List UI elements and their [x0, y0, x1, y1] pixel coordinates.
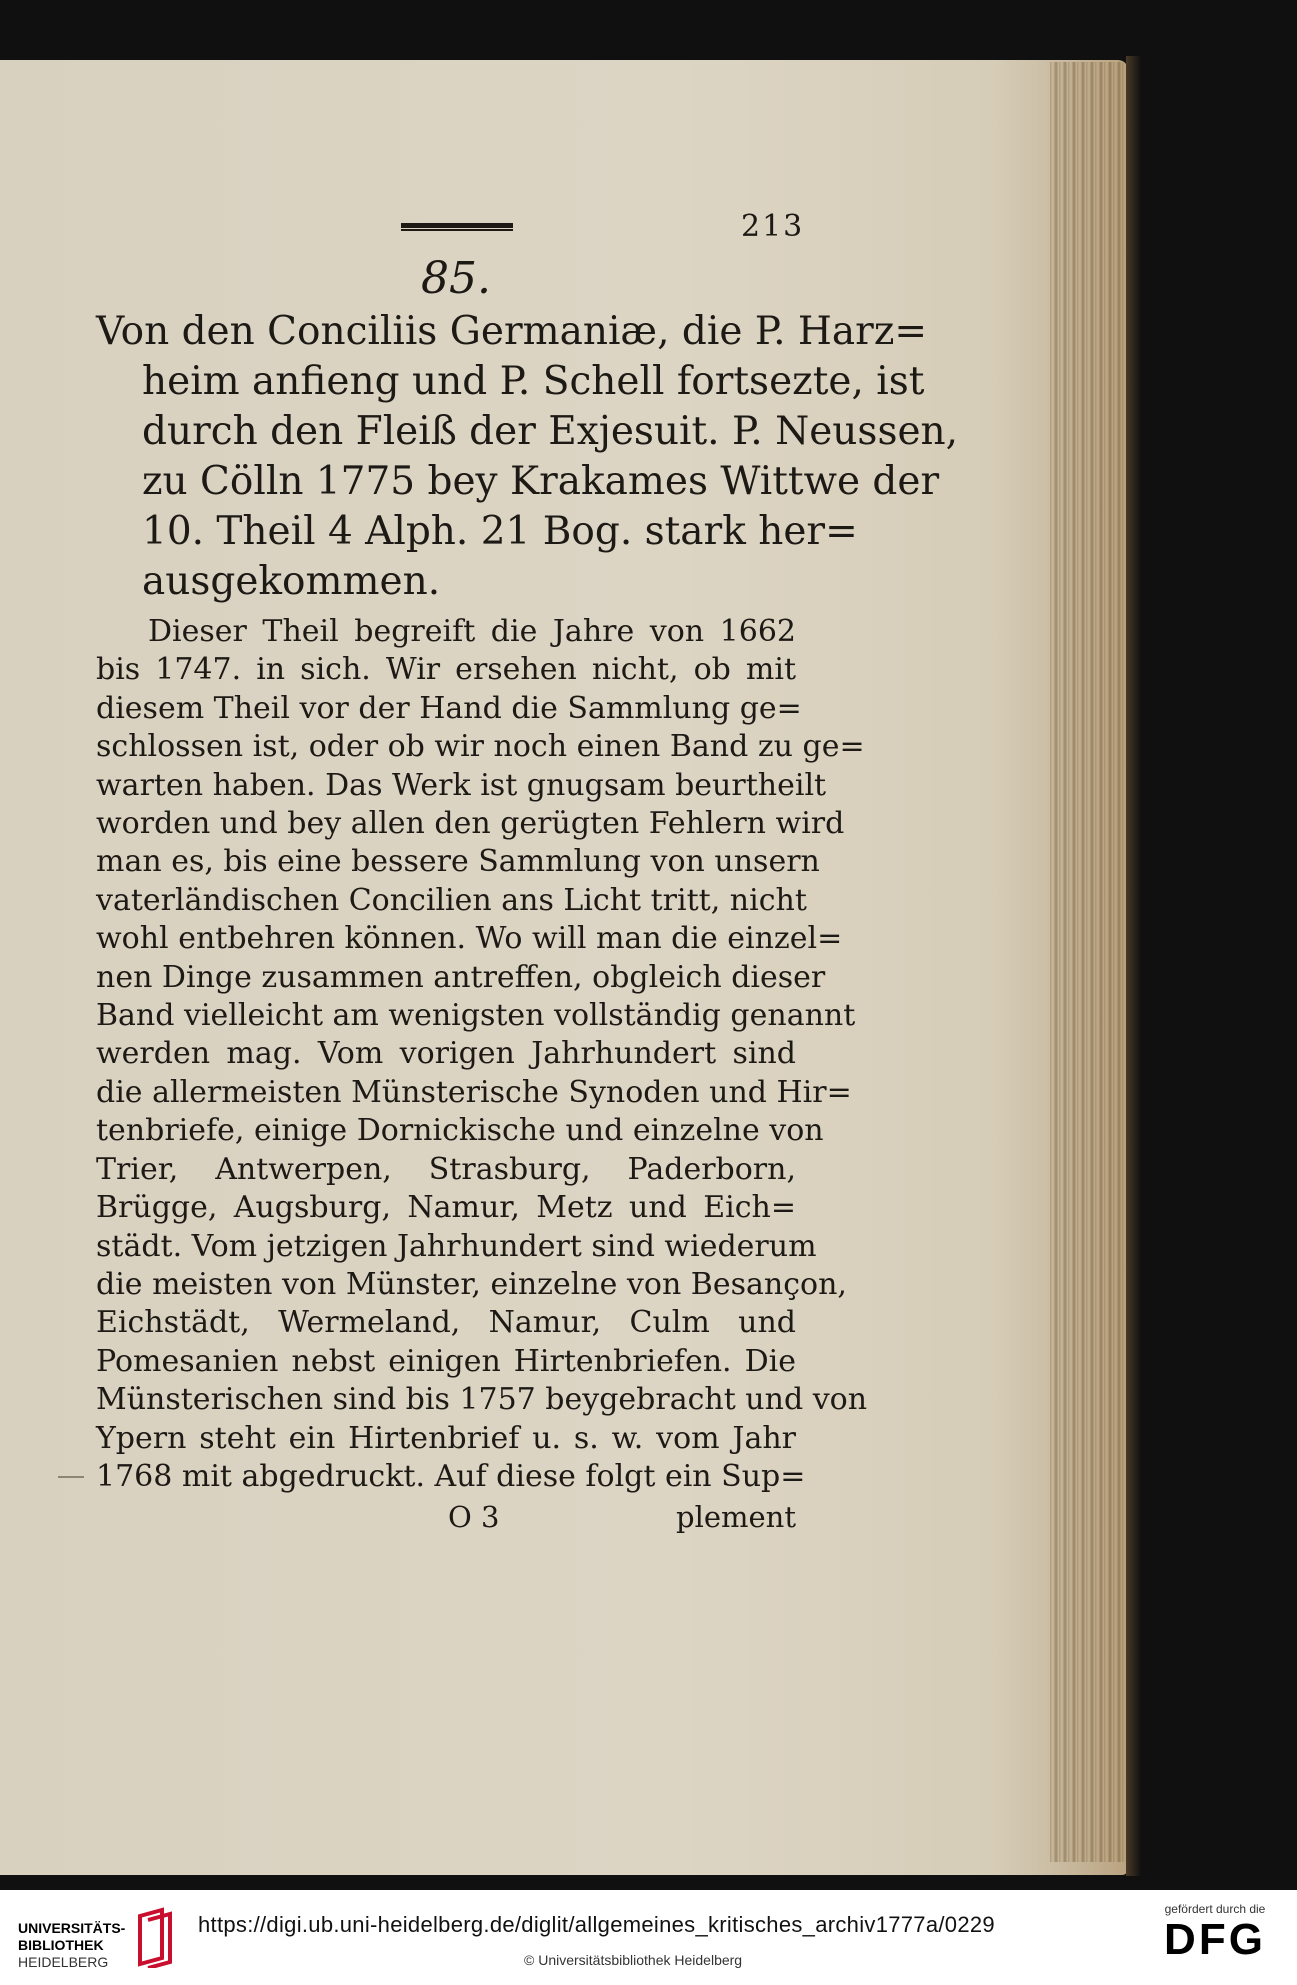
heading-line: zu Cölln 1775 bey Krakames Wittwe der: [142, 459, 940, 504]
text-line: werden mag. Vom vorigen Jahrhundert sind: [96, 1036, 796, 1072]
funder-caption: gefördert durch die: [1164, 1902, 1266, 1916]
text-line: wohl entbehren können. Wo will man die einzel=: [96, 921, 843, 957]
signature-mark: O 3: [448, 1500, 500, 1535]
text-line: Pomesanien nebst einigen Hirtenbriefen. Die: [96, 1343, 796, 1379]
library-logo-icon: [132, 1906, 178, 1968]
text-line: Eichstädt, Wermeland, Namur, Culm und: [96, 1305, 796, 1341]
text-line: die allermeisten Münsterische Synoden und Hir=: [96, 1074, 852, 1110]
page-shadow: [1126, 56, 1140, 1876]
running-header: [96, 205, 805, 245]
text-line: städt. Vom jetzigen Jahrhundert sind wiederum: [96, 1228, 817, 1264]
dfg-logo: DFG: [1164, 1915, 1266, 1964]
text-line: schlossen ist, oder ob wir noch einen Band zu ge=: [96, 729, 865, 765]
library-name: [18, 1920, 125, 1971]
permalink-url[interactable]: https://digi.ub.uni-heidelberg.de/diglit/allgemeines_kritisches_archiv1777a/0229: [198, 1912, 995, 1937]
heading-line: 10. Theil 4 Alph. 21 Bog. stark her=: [142, 509, 858, 554]
body-text: [96, 613, 868, 1496]
funder-block: [1150, 1902, 1280, 1964]
text-line: vaterländischen Concilien ans Licht tritt, nicht: [96, 882, 807, 918]
library-name-line: HEIDELBERG: [18, 1954, 109, 1970]
entry-number: 85.: [421, 253, 491, 304]
text-line: Band vielleicht am wenigsten vollständig genannt: [96, 998, 856, 1034]
heading-line: ausgekommen.: [142, 559, 441, 604]
heading-line: Von den Conciliis Germaniæ, die P. Harz=: [96, 309, 928, 354]
text-line: Ypern steht ein Hirtenbrief u. s. w. vom Jahr: [96, 1420, 796, 1456]
library-name-line: BIBLIOTHEK: [18, 1937, 104, 1953]
text-line: bis 1747. in sich. Wir ersehen nicht, ob mit: [96, 652, 796, 688]
text-line: diesem Theil vor der Hand die Sammlung ge=: [96, 690, 802, 726]
text-line: Münsterischen sind bis 1757 beygebracht und von: [96, 1382, 868, 1418]
text-line: worden und bey allen den gerügten Fehlern wird: [96, 806, 845, 842]
text-line: man es, bis eine bessere Sammlung von unsern: [96, 844, 820, 880]
header-rule: [401, 223, 513, 231]
library-name-line: UNIVERSITÄTS-: [18, 1920, 126, 1936]
entry-heading: [96, 307, 959, 607]
text-line: warten haben. Das Werk ist gnugsam beurtheilt: [96, 767, 827, 803]
text-line: nen Dinge zusammen antreffen, obgleich dieser: [96, 959, 826, 995]
text-line: Dieser Theil begreift die Jahre von 1662: [148, 614, 796, 649]
copyright-text: © Universitätsbibliothek Heidelberg: [524, 1952, 743, 1968]
page-number: 213: [741, 209, 805, 244]
library-footer: [0, 1890, 1297, 1985]
text-line: Brügge, Augsburg, Namur, Metz und Eich=: [96, 1190, 796, 1226]
heading-line: durch den Fleiß der Exjesuit. P. Neussen,: [142, 409, 959, 454]
text-line: die meisten von Münster, einzelne von Besançon,: [96, 1266, 847, 1302]
copyright-notice: [524, 1952, 742, 1968]
text-line: tenbriefe, einige Dornickische und einzelne von: [96, 1113, 824, 1149]
page-footer: [96, 1500, 796, 1540]
page-edge: [1050, 62, 1132, 1862]
heading-line: heim anfieng und P. Schell fortsezte, ist: [142, 359, 925, 404]
text-line: Trier, Antwerpen, Strasburg, Paderborn,: [96, 1151, 796, 1187]
text-line: 1768 mit abgedruckt. Auf diese folgt ein Sup=: [96, 1458, 806, 1494]
catchword: plement: [676, 1500, 796, 1535]
margin-mark: [58, 1476, 84, 1478]
text-block: [96, 205, 959, 1540]
